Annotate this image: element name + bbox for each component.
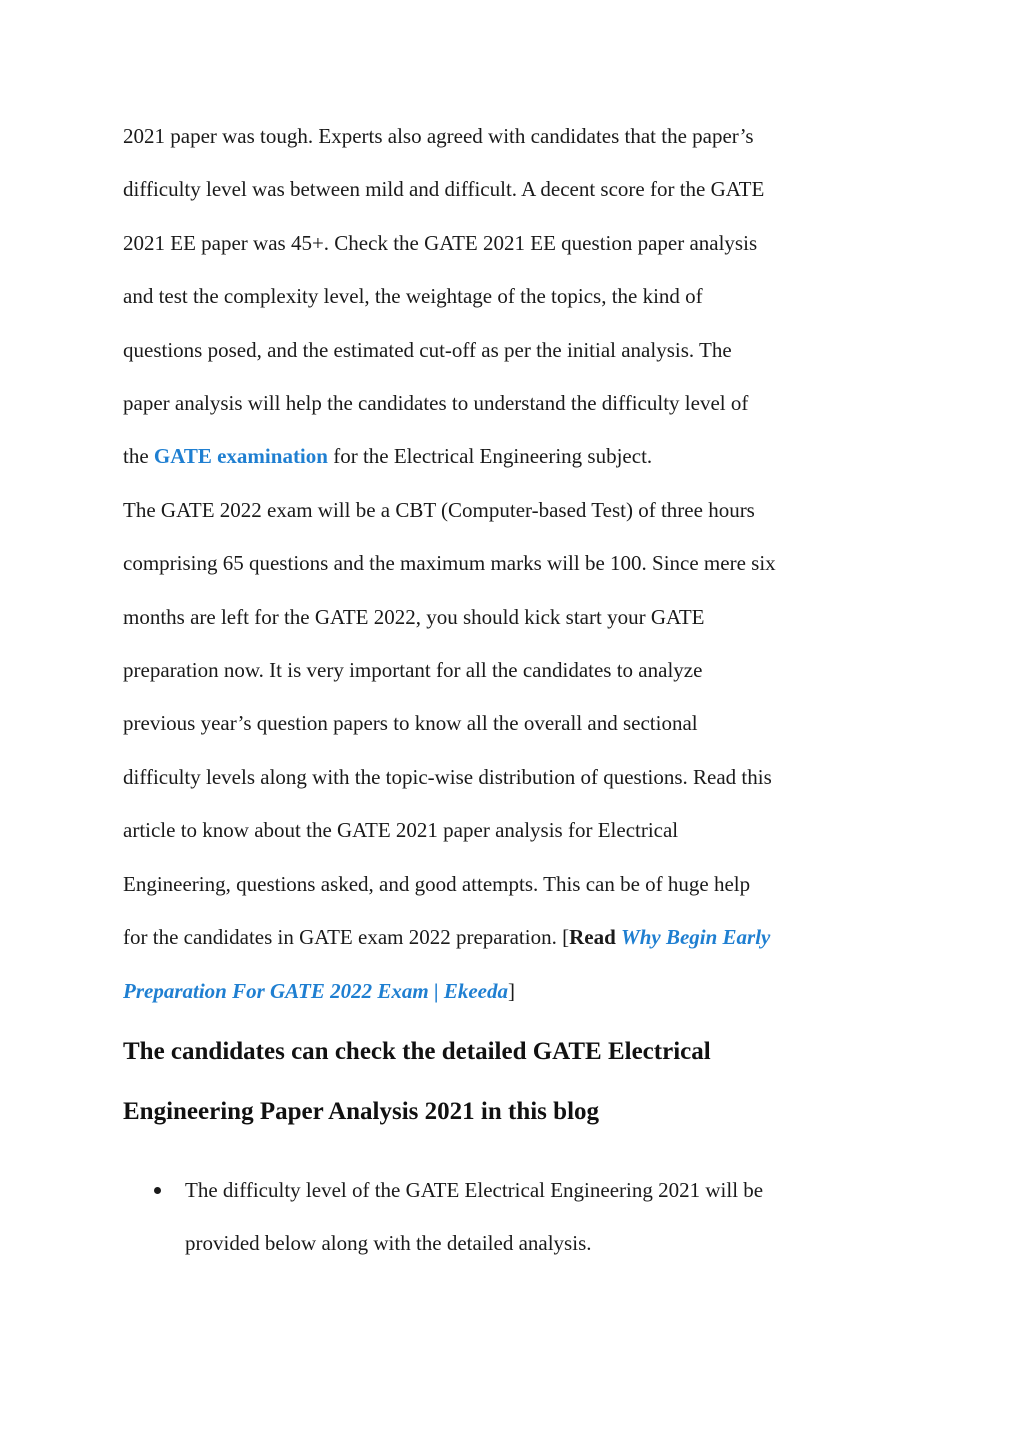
paragraph-line: questions posed, and the estimated cut-off as per the initial analysis. The: [123, 337, 732, 362]
paragraph-line-with-link: [123, 430, 903, 483]
why-begin-early-link-continued[interactable]: Preparation For GATE 2022 Exam | Ekeeda: [123, 978, 508, 1003]
heading-line: Engineering Paper Analysis 2021 in this blog: [123, 1097, 600, 1125]
list-item: [123, 1164, 903, 1271]
paragraph-line: months are left for the GATE 2022, you should kick start your GATE: [123, 604, 705, 629]
paragraph-line: comprising 65 questions and the maximum marks will be 100. Since mere six: [123, 551, 776, 576]
text-fragment: for the Electrical Engineering subject.: [327, 444, 653, 469]
list-item-line: The difficulty level of the GATE Electrical Engineering 2021 will be: [185, 1177, 764, 1202]
paragraph-line: The GATE 2022 exam will be a CBT (Computer-based Test) of three hours: [123, 497, 755, 522]
read-label: Read: [569, 925, 616, 950]
paragraph-line: paper analysis will help the candidates to understand the difficulty level of: [123, 391, 749, 416]
paragraph-line: Engineering, questions asked, and good attempts. This can be of huge help: [123, 871, 751, 896]
paragraph-line: article to know about the GATE 2021 paper analysis for Electrical: [123, 818, 679, 843]
heading-line: The candidates can check the detailed GATE Electrical: [123, 1037, 711, 1065]
paragraph-line: and test the complexity level, the weightage of the topics, the kind of: [123, 284, 703, 309]
paragraph-intro: [123, 110, 903, 484]
paragraph-line-with-read-link-cont: [123, 965, 903, 1018]
list-item-line: provided below along with the detailed analysis.: [185, 1231, 592, 1256]
paragraph-line: difficulty level was between mild and difficult. A decent score for the GATE: [123, 177, 765, 202]
paragraph-line: 2021 paper was tough. Experts also agreed with candidates that the paper’s: [123, 124, 754, 148]
paragraph-line: difficulty levels along with the topic-wise distribution of questions. Read this: [123, 764, 772, 789]
bullet-list: [123, 1164, 903, 1271]
text-fragment: ]: [507, 978, 515, 1003]
text-fragment: for the candidates in GATE exam 2022 preparation. [: [123, 925, 570, 950]
gate-examination-link[interactable]: GATE examination: [153, 444, 328, 469]
paragraph-line-with-read-link: [123, 911, 903, 964]
section-heading: [123, 1022, 903, 1142]
paragraph-line: 2021 EE paper was 45+. Check the GATE 2021 EE question paper analysis: [123, 230, 758, 255]
paragraph-exam-info: [123, 484, 903, 1018]
paragraph-line: previous year’s question papers to know all the overall and sectional: [123, 711, 698, 736]
paragraph-line: preparation now. It is very important for all the candidates to analyze: [123, 658, 703, 683]
text-fragment: the: [123, 444, 154, 469]
why-begin-early-link[interactable]: Why Begin Early: [621, 925, 771, 950]
document-page: [123, 110, 903, 1271]
bullet-dot-icon: [154, 1187, 161, 1194]
